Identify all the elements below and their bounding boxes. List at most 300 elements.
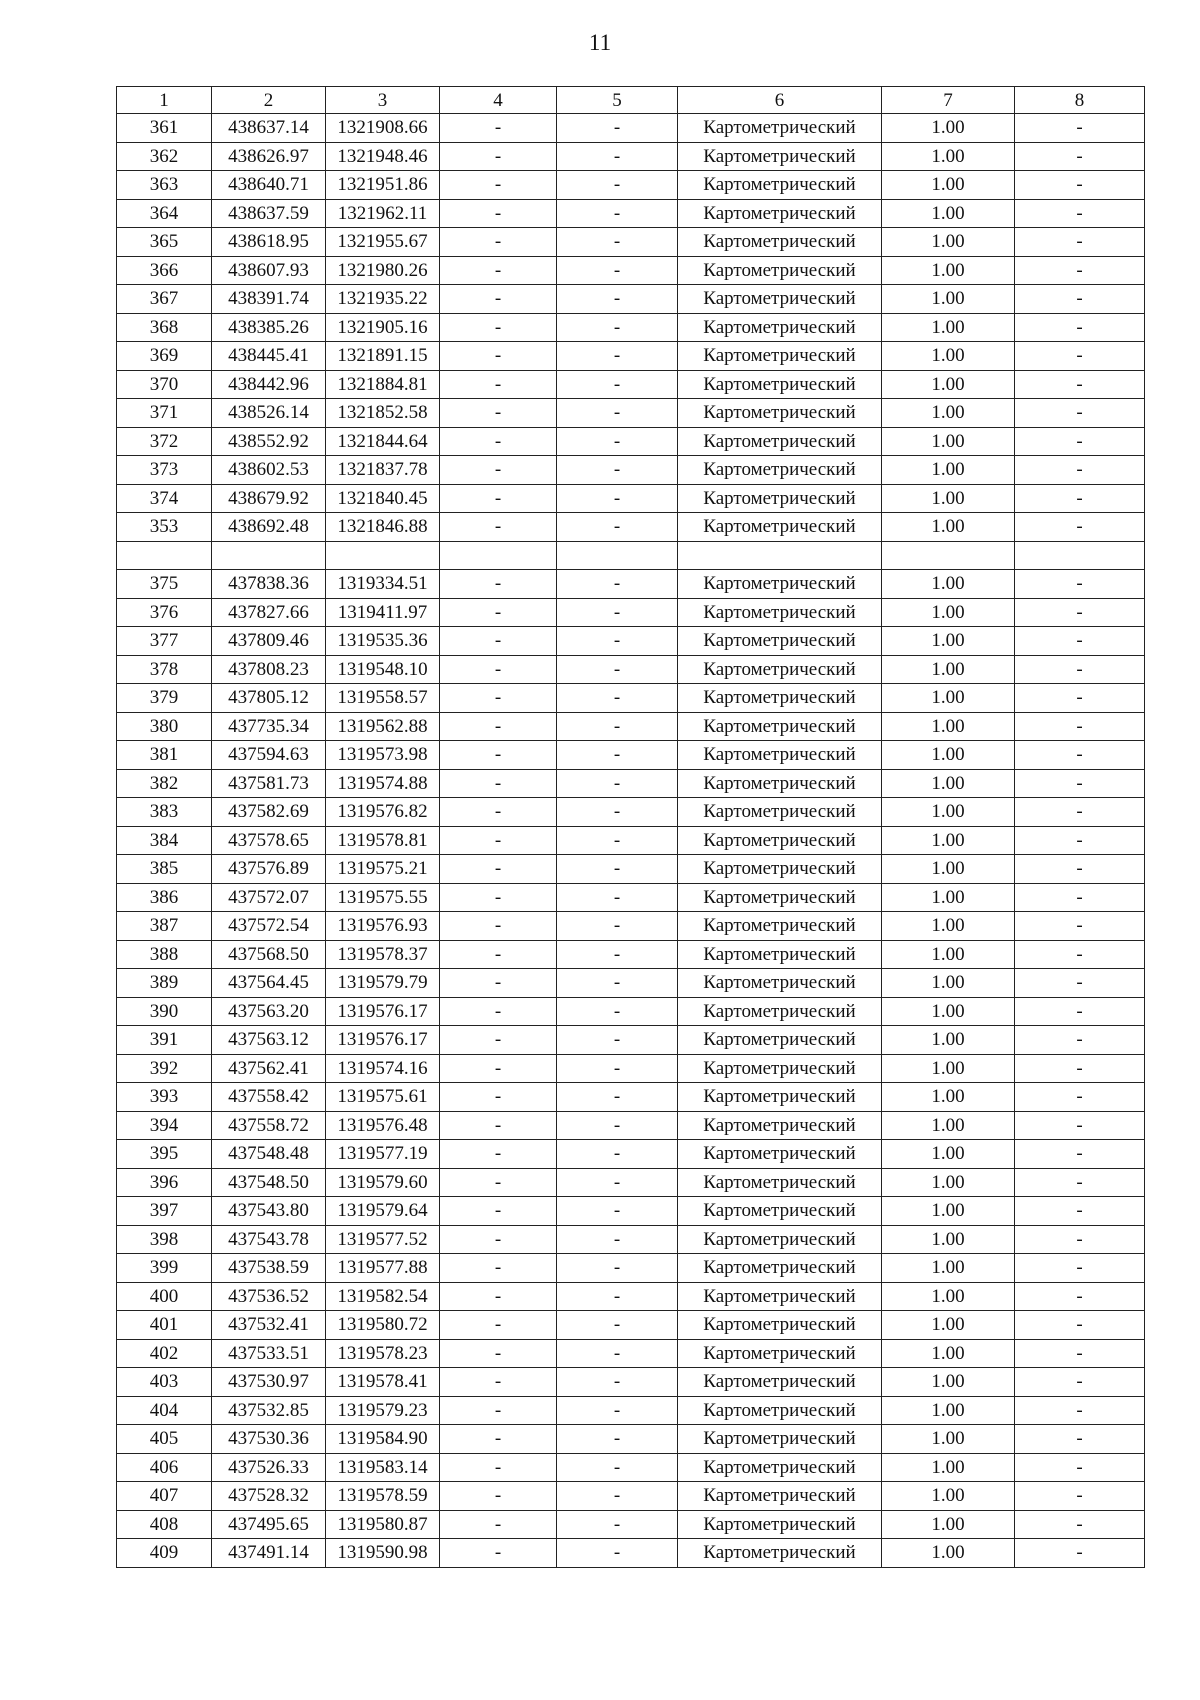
table-cell: - xyxy=(557,769,678,798)
table-row xyxy=(117,598,1145,627)
table-row xyxy=(117,969,1145,998)
table-cell: 437564.45 xyxy=(212,969,326,998)
table-cell: 363 xyxy=(117,171,212,200)
table-cell: - xyxy=(557,114,678,143)
table-cell: 438607.93 xyxy=(212,256,326,285)
table-cell: 373 xyxy=(117,456,212,485)
table-cell: 437543.78 xyxy=(212,1225,326,1254)
table-cell: 1.00 xyxy=(882,798,1015,827)
table-cell: Картометрический xyxy=(678,1510,882,1539)
table-row xyxy=(117,940,1145,969)
table-cell: 437526.33 xyxy=(212,1453,326,1482)
table-cell: 1321846.88 xyxy=(326,513,440,542)
table-cell: 1319578.23 xyxy=(326,1339,440,1368)
table-cell: - xyxy=(1015,798,1145,827)
table-cell: 1319584.90 xyxy=(326,1425,440,1454)
table-row xyxy=(117,1368,1145,1397)
table-cell: - xyxy=(440,940,557,969)
table-row xyxy=(117,370,1145,399)
table-cell: 1319574.16 xyxy=(326,1054,440,1083)
table-cell: - xyxy=(1015,655,1145,684)
table-cell: 1319579.64 xyxy=(326,1197,440,1226)
table-cell: - xyxy=(557,883,678,912)
table-cell: 1.00 xyxy=(882,826,1015,855)
table-cell: - xyxy=(1015,855,1145,884)
table-cell: Картометрический xyxy=(678,912,882,941)
table-cell: 362 xyxy=(117,142,212,171)
table-cell: 1.00 xyxy=(882,712,1015,741)
table-cell: - xyxy=(1015,1368,1145,1397)
table-cell: 396 xyxy=(117,1168,212,1197)
table-cell: 1321908.66 xyxy=(326,114,440,143)
table-cell: 1.00 xyxy=(882,1054,1015,1083)
table-cell: - xyxy=(1015,370,1145,399)
table-cell: Картометрический xyxy=(678,798,882,827)
table-cell: 404 xyxy=(117,1396,212,1425)
table-cell xyxy=(212,541,326,570)
table-cell: - xyxy=(557,741,678,770)
table-cell: - xyxy=(557,370,678,399)
table-row xyxy=(117,1083,1145,1112)
table-cell: 390 xyxy=(117,997,212,1026)
table-cell: Картометрический xyxy=(678,370,882,399)
table-cell: Картометрический xyxy=(678,1539,882,1568)
table-cell: - xyxy=(557,826,678,855)
table-row xyxy=(117,1453,1145,1482)
table-row xyxy=(117,570,1145,599)
table-cell: 437548.50 xyxy=(212,1168,326,1197)
table-cell: 1319578.41 xyxy=(326,1368,440,1397)
table-cell: Картометрический xyxy=(678,1368,882,1397)
table-cell xyxy=(882,541,1015,570)
table-cell: 1319579.79 xyxy=(326,969,440,998)
table-cell: 437805.12 xyxy=(212,684,326,713)
table-cell: 408 xyxy=(117,1510,212,1539)
table-cell: 1.00 xyxy=(882,1368,1015,1397)
table-cell xyxy=(117,541,212,570)
table-row xyxy=(117,1026,1145,1055)
table-cell: - xyxy=(440,1026,557,1055)
table-cell: - xyxy=(440,741,557,770)
table-cell: 406 xyxy=(117,1453,212,1482)
table-cell: 1319548.10 xyxy=(326,655,440,684)
table-cell: 1.00 xyxy=(882,1083,1015,1112)
table-cell: 1.00 xyxy=(882,940,1015,969)
table-cell: - xyxy=(440,1140,557,1169)
table-cell: 1321891.15 xyxy=(326,342,440,371)
table-cell: - xyxy=(1015,769,1145,798)
table-cell: 1319579.60 xyxy=(326,1168,440,1197)
table-cell: - xyxy=(1015,1026,1145,1055)
table-cell: - xyxy=(1015,1197,1145,1226)
table-cell: 1319562.88 xyxy=(326,712,440,741)
table-cell: - xyxy=(440,1425,557,1454)
table-cell: 437562.41 xyxy=(212,1054,326,1083)
table-cell xyxy=(440,541,557,570)
table-cell: 369 xyxy=(117,342,212,371)
table-cell: - xyxy=(557,1396,678,1425)
table-cell: - xyxy=(557,1339,678,1368)
table-cell: - xyxy=(440,655,557,684)
table-cell: - xyxy=(1015,684,1145,713)
table-cell: - xyxy=(440,912,557,941)
table-cell: - xyxy=(440,484,557,513)
table-cell: 437572.07 xyxy=(212,883,326,912)
table-cell: - xyxy=(557,1254,678,1283)
table-cell: - xyxy=(440,1225,557,1254)
table-cell: 1321935.22 xyxy=(326,285,440,314)
column-header: 3 xyxy=(326,87,440,114)
table-cell: 1319558.57 xyxy=(326,684,440,713)
table-row xyxy=(117,997,1145,1026)
table-cell: - xyxy=(440,1396,557,1425)
table-cell: 368 xyxy=(117,313,212,342)
table-cell: 1319577.52 xyxy=(326,1225,440,1254)
table-cell: - xyxy=(557,712,678,741)
table-cell: 385 xyxy=(117,855,212,884)
table-cell: 1319580.87 xyxy=(326,1510,440,1539)
table-cell: 380 xyxy=(117,712,212,741)
table-cell: - xyxy=(1015,228,1145,257)
table-cell: 1.00 xyxy=(882,114,1015,143)
table-cell: 371 xyxy=(117,399,212,428)
table-cell: 438618.95 xyxy=(212,228,326,257)
table-cell: 438640.71 xyxy=(212,171,326,200)
table-cell: - xyxy=(557,1539,678,1568)
table-cell: - xyxy=(440,1254,557,1283)
table-cell: 1319576.17 xyxy=(326,1026,440,1055)
table-row xyxy=(117,1339,1145,1368)
table-cell: - xyxy=(557,684,678,713)
table-cell: - xyxy=(1015,883,1145,912)
table-cell: 1321962.11 xyxy=(326,199,440,228)
table-cell: 1319575.55 xyxy=(326,883,440,912)
table-cell: 438391.74 xyxy=(212,285,326,314)
table-cell: 1.00 xyxy=(882,456,1015,485)
table-cell: 1319590.98 xyxy=(326,1539,440,1568)
table-cell: 398 xyxy=(117,1225,212,1254)
table-cell: - xyxy=(440,997,557,1026)
table-cell: Картометрический xyxy=(678,513,882,542)
table-cell: 1.00 xyxy=(882,285,1015,314)
table-row xyxy=(117,1054,1145,1083)
table-cell: 394 xyxy=(117,1111,212,1140)
table-row xyxy=(117,541,1145,570)
table-cell: 353 xyxy=(117,513,212,542)
table-cell: - xyxy=(557,798,678,827)
table-cell xyxy=(326,541,440,570)
table-cell: - xyxy=(440,684,557,713)
table-cell: Картометрический xyxy=(678,627,882,656)
table-cell: - xyxy=(1015,399,1145,428)
table-cell: 1.00 xyxy=(882,655,1015,684)
table-cell: Картометрический xyxy=(678,883,882,912)
table-cell: Картометрический xyxy=(678,826,882,855)
table-cell: 1321884.81 xyxy=(326,370,440,399)
table-cell: - xyxy=(440,456,557,485)
table-row xyxy=(117,741,1145,770)
table-cell: 1.00 xyxy=(882,256,1015,285)
table-cell: - xyxy=(557,855,678,884)
table-cell: Картометрический xyxy=(678,741,882,770)
page-number: 11 xyxy=(588,30,612,55)
table-cell: - xyxy=(440,313,557,342)
table-cell: - xyxy=(440,1282,557,1311)
table-cell: 437548.48 xyxy=(212,1140,326,1169)
table-row xyxy=(117,114,1145,143)
table-cell: - xyxy=(1015,1111,1145,1140)
table-cell: 388 xyxy=(117,940,212,969)
table-cell: - xyxy=(557,342,678,371)
table-cell: 377 xyxy=(117,627,212,656)
table-cell: - xyxy=(440,1168,557,1197)
table-row xyxy=(117,627,1145,656)
table-cell: - xyxy=(557,1225,678,1254)
table-cell: 402 xyxy=(117,1339,212,1368)
table-cell: - xyxy=(440,1539,557,1568)
table-cell: 437538.59 xyxy=(212,1254,326,1283)
table-cell xyxy=(1015,541,1145,570)
table-cell: - xyxy=(440,1111,557,1140)
table-row xyxy=(117,142,1145,171)
table-cell: 1.00 xyxy=(882,484,1015,513)
table-cell: Картометрический xyxy=(678,285,882,314)
table-cell: 1319576.82 xyxy=(326,798,440,827)
table-cell: 386 xyxy=(117,883,212,912)
table-cell: - xyxy=(1015,1539,1145,1568)
table-row xyxy=(117,769,1145,798)
table-cell: 1.00 xyxy=(882,1140,1015,1169)
table-cell: 409 xyxy=(117,1539,212,1568)
table-cell: 437838.36 xyxy=(212,570,326,599)
table-cell: - xyxy=(440,855,557,884)
table-cell: 1319577.19 xyxy=(326,1140,440,1169)
table-cell: - xyxy=(557,1453,678,1482)
table-cell: 438445.41 xyxy=(212,342,326,371)
table-cell: Картометрический xyxy=(678,598,882,627)
table-cell: 1321980.26 xyxy=(326,256,440,285)
table-cell: - xyxy=(1015,1054,1145,1083)
table-cell: - xyxy=(557,199,678,228)
table-cell: - xyxy=(557,912,678,941)
table-cell: 399 xyxy=(117,1254,212,1283)
table-cell: - xyxy=(1015,1453,1145,1482)
table-row xyxy=(117,1510,1145,1539)
table-cell: - xyxy=(1015,997,1145,1026)
table-cell: - xyxy=(1015,1225,1145,1254)
table-row xyxy=(117,256,1145,285)
table-row xyxy=(117,1425,1145,1454)
table-cell: - xyxy=(1015,427,1145,456)
table-cell: 1.00 xyxy=(882,969,1015,998)
table-cell: Картометрический xyxy=(678,342,882,371)
table-cell: 1321948.46 xyxy=(326,142,440,171)
table-cell: - xyxy=(557,969,678,998)
table-cell: - xyxy=(557,940,678,969)
table-cell: 437572.54 xyxy=(212,912,326,941)
table-cell: 366 xyxy=(117,256,212,285)
column-header: 5 xyxy=(557,87,678,114)
table-cell: - xyxy=(440,114,557,143)
table-cell: 438602.53 xyxy=(212,456,326,485)
table-cell: 1.00 xyxy=(882,1339,1015,1368)
table-cell: Картометрический xyxy=(678,1339,882,1368)
table-cell: 1.00 xyxy=(882,1425,1015,1454)
table-cell: 1319577.88 xyxy=(326,1254,440,1283)
table-cell: - xyxy=(557,655,678,684)
table-cell: 395 xyxy=(117,1140,212,1169)
table-cell: - xyxy=(440,256,557,285)
table-cell: Картометрический xyxy=(678,1311,882,1340)
table-cell: 401 xyxy=(117,1311,212,1340)
table-cell: 1321840.45 xyxy=(326,484,440,513)
table-cell: - xyxy=(440,570,557,599)
table-cell: 1.00 xyxy=(882,684,1015,713)
table-cell: 437558.42 xyxy=(212,1083,326,1112)
table-cell: - xyxy=(1015,199,1145,228)
table-cell: - xyxy=(1015,598,1145,627)
table-cell: 437533.51 xyxy=(212,1339,326,1368)
table-cell: - xyxy=(440,627,557,656)
table-cell: Картометрический xyxy=(678,1453,882,1482)
column-header: 1 xyxy=(117,87,212,114)
table-cell: - xyxy=(1015,256,1145,285)
table-cell: - xyxy=(440,1197,557,1226)
table-cell: 1319575.61 xyxy=(326,1083,440,1112)
table-cell: 1319579.23 xyxy=(326,1396,440,1425)
table-cell: - xyxy=(557,142,678,171)
table-cell: - xyxy=(440,342,557,371)
table-cell: 1.00 xyxy=(882,1111,1015,1140)
table-cell: - xyxy=(1015,1254,1145,1283)
table-cell: - xyxy=(440,228,557,257)
table-cell: 437809.46 xyxy=(212,627,326,656)
table-cell: - xyxy=(557,1168,678,1197)
table-cell: 1.00 xyxy=(882,741,1015,770)
table-cell: 1.00 xyxy=(882,313,1015,342)
table-cell: 364 xyxy=(117,199,212,228)
table-cell: 382 xyxy=(117,769,212,798)
table-cell: 1321852.58 xyxy=(326,399,440,428)
table-row xyxy=(117,484,1145,513)
table-cell: 1.00 xyxy=(882,1539,1015,1568)
table-cell: 392 xyxy=(117,1054,212,1083)
table-row xyxy=(117,285,1145,314)
table-cell: 1.00 xyxy=(882,1225,1015,1254)
column-header: 4 xyxy=(440,87,557,114)
table-cell: - xyxy=(1015,826,1145,855)
table-cell: - xyxy=(557,1140,678,1169)
table-cell: 383 xyxy=(117,798,212,827)
table-row xyxy=(117,883,1145,912)
table-cell: - xyxy=(1015,1083,1145,1112)
table-row xyxy=(117,1482,1145,1511)
table-cell: 1319573.98 xyxy=(326,741,440,770)
table-row xyxy=(117,712,1145,741)
table-cell: 1.00 xyxy=(882,769,1015,798)
table-row xyxy=(117,655,1145,684)
table-cell: 1321837.78 xyxy=(326,456,440,485)
table-cell: 437532.41 xyxy=(212,1311,326,1340)
table-cell: - xyxy=(1015,1482,1145,1511)
table-cell: 1319580.72 xyxy=(326,1311,440,1340)
table-row xyxy=(117,1311,1145,1340)
table-cell: 1319411.97 xyxy=(326,598,440,627)
table-cell: 437563.20 xyxy=(212,997,326,1026)
table-cell: 1.00 xyxy=(882,1197,1015,1226)
table-cell: - xyxy=(1015,1339,1145,1368)
table-cell: 1.00 xyxy=(882,883,1015,912)
table-cell: - xyxy=(1015,1168,1145,1197)
table-cell: - xyxy=(1015,1425,1145,1454)
table-cell: - xyxy=(440,427,557,456)
table-cell: - xyxy=(440,1311,557,1340)
table-cell: 437578.65 xyxy=(212,826,326,855)
table-cell: - xyxy=(1015,1510,1145,1539)
table-cell: - xyxy=(557,228,678,257)
table-cell: 437581.73 xyxy=(212,769,326,798)
table-cell: - xyxy=(440,1083,557,1112)
table-cell: - xyxy=(440,513,557,542)
table-row xyxy=(117,228,1145,257)
table-cell: - xyxy=(440,712,557,741)
table-row xyxy=(117,1282,1145,1311)
table-cell: 403 xyxy=(117,1368,212,1397)
table-row xyxy=(117,1111,1145,1140)
table-cell: - xyxy=(557,1054,678,1083)
table-cell: Картометрический xyxy=(678,570,882,599)
table-cell: - xyxy=(557,1197,678,1226)
table-row xyxy=(117,1197,1145,1226)
table-cell: 1321905.16 xyxy=(326,313,440,342)
table-cell: Картометрический xyxy=(678,228,882,257)
table-cell: Картометрический xyxy=(678,1026,882,1055)
table-cell: - xyxy=(440,1054,557,1083)
table-cell: - xyxy=(1015,313,1145,342)
table-cell: 370 xyxy=(117,370,212,399)
table-cell: 1.00 xyxy=(882,199,1015,228)
table-cell: - xyxy=(440,199,557,228)
table-cell: 437558.72 xyxy=(212,1111,326,1140)
table-cell: - xyxy=(440,399,557,428)
table-cell: - xyxy=(440,285,557,314)
table-cell: 375 xyxy=(117,570,212,599)
table-cell: - xyxy=(440,769,557,798)
table-cell: - xyxy=(557,285,678,314)
table-cell: - xyxy=(1015,484,1145,513)
table-cell: Картометрический xyxy=(678,456,882,485)
table-row xyxy=(117,1225,1145,1254)
table-cell: 437530.97 xyxy=(212,1368,326,1397)
table-cell: 397 xyxy=(117,1197,212,1226)
table-cell: 438526.14 xyxy=(212,399,326,428)
table-cell: - xyxy=(557,1026,678,1055)
table-cell: - xyxy=(1015,171,1145,200)
table-cell: 438552.92 xyxy=(212,427,326,456)
table-cell: Картометрический xyxy=(678,1111,882,1140)
table-row xyxy=(117,342,1145,371)
table-cell: 1319576.48 xyxy=(326,1111,440,1140)
table-cell: 387 xyxy=(117,912,212,941)
table-row xyxy=(117,1539,1145,1568)
table-cell: 372 xyxy=(117,427,212,456)
table-cell: 1319583.14 xyxy=(326,1453,440,1482)
table-cell: 438442.96 xyxy=(212,370,326,399)
table-row xyxy=(117,684,1145,713)
table-cell: 1.00 xyxy=(882,513,1015,542)
table-cell: 1.00 xyxy=(882,1254,1015,1283)
table-cell: Картометрический xyxy=(678,199,882,228)
